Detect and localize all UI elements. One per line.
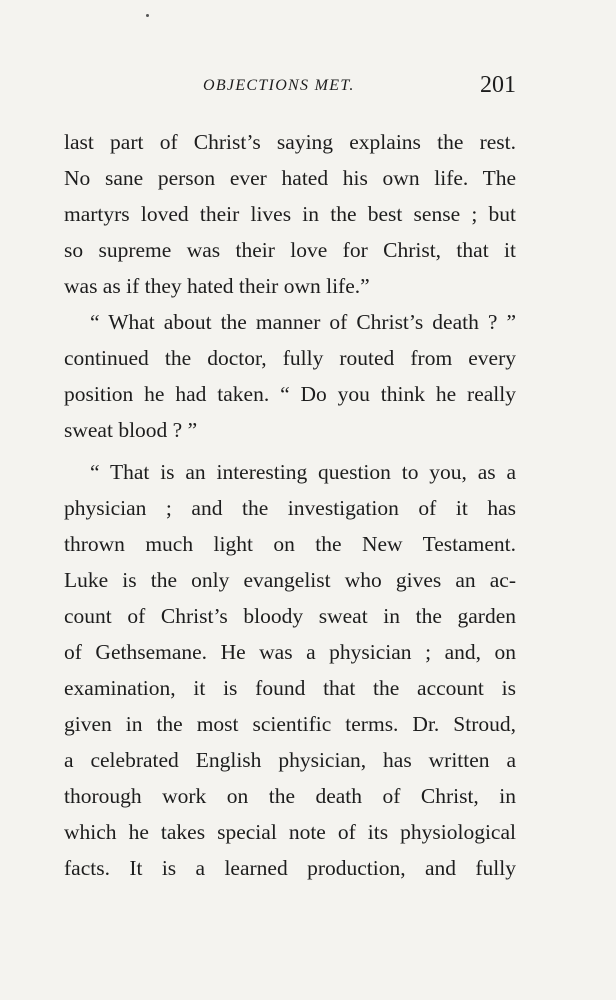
text-line: physician ; and the investigation of it has [64,496,516,520]
page-speck [146,14,149,17]
text-line: given in the most scientific terms. Dr. Stroud, [64,712,516,736]
text-line: Luke is the only evangelist who gives an ac- [64,568,516,592]
text-line: “ What about the manner of Christ’s death ? ” [90,310,516,334]
text-line: No sane person ever hated his own life. The [64,166,516,190]
text-line: a celebrated English physician, has written a [64,748,516,772]
text-line: “ That is an interesting question to you, as a [90,460,516,484]
text-line: martyrs loved their lives in the best sense ; but [64,202,516,226]
text-line: sweat blood ? ” [64,418,198,442]
text-line: last part of Christ’s saying explains the rest. [64,130,516,154]
text-line: examination, it is found that the account is [64,676,516,700]
page-number: 201 [480,72,516,98]
text-line: was as if they hated their own life.” [64,274,370,298]
text-line: thrown much light on the New Testament. [64,532,516,556]
text-line: which he takes special note of its physiological [64,820,516,844]
text-line: thorough work on the death of Christ, in [64,784,516,808]
running-title: OBJECTIONS MET. [203,77,355,94]
running-head [0,74,616,102]
text-line: count of Christ’s bloody sweat in the garden [64,604,516,628]
text-line: continued the doctor, fully routed from every [64,346,516,370]
text-line: position he had taken. “ Do you think he really [64,382,516,406]
text-line: of Gethsemane. He was a physician ; and, on [64,640,516,664]
text-line: so supreme was their love for Christ, that it [64,238,516,262]
text-line: facts. It is a learned production, and fully [64,856,516,880]
